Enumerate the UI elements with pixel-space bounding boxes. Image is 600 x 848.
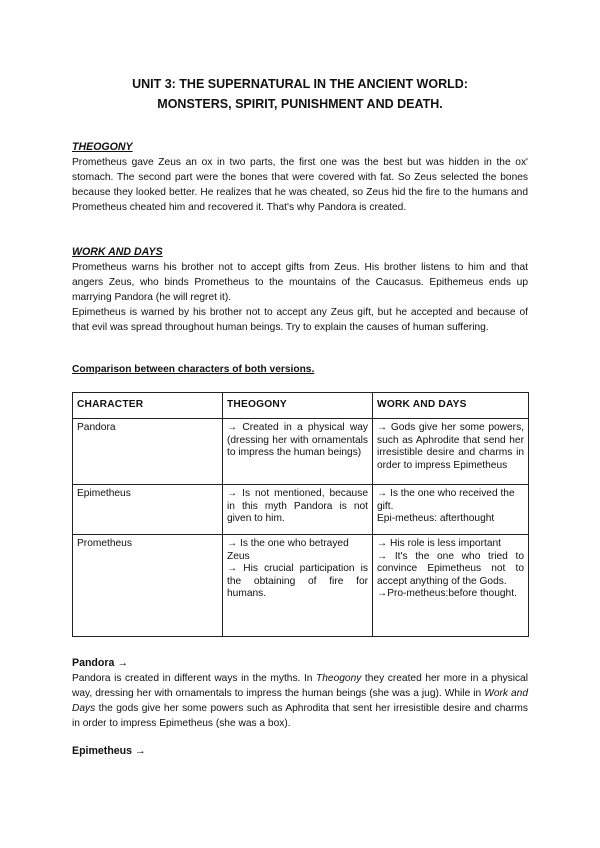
theogony-section [72,140,528,215]
cell-line: → His crucial participation is the obtaining of fire for humans. [227,563,368,600]
cell-line: → Created in a physical way (dressing her with ornamentals to impress the human beings) [227,422,368,459]
cell-line: → His role is less important [377,538,501,549]
cell-line: → Is not mentioned, because in this myth Pandora is not given to him. [227,488,368,525]
theogony-text: Prometheus gave Zeus an ox in two parts, the first one was the best but was hidden in the ox' stomach. The second part were the bones that were covered with fat. So Zeus selected the bones because they looked better. He realizes that he was cheated, so Zeus hid the fire to the humans and Prometheus cheated him and recovered it. That's why Pandora is created. [72,157,528,213]
pandora-heading: Pandora → [72,657,128,669]
work-and-days-section [72,245,528,335]
cell-line: → Is the one who betrayed Zeus [227,538,349,562]
work-and-days-title-italic: Work and Days [72,688,528,714]
work-and-days-text-2: Epimetheus is warned by his brother not to accept any Zeus gift, but he accepted and because of that evil was spread throughout human beings. Try to explain the causes of human suffering. [72,307,528,333]
epimetheus-section [72,744,528,759]
comparison-heading-block [72,362,528,377]
pandora-text [72,671,528,731]
pandora-text-part-1: Pandora is created in different ways in the myths. In [72,673,317,684]
theogony-title-italic: Theogony [316,673,362,684]
cell-line: Epi-metheus: afterthought [377,513,495,525]
table-row [73,535,529,637]
cell-character: Epimetheus [73,485,223,535]
pandora-text-part-3: the gods give her some powers such as Aphrodita that sent her irresistible desire and charms in order to impress Epimetheus (she was a box). [72,703,528,729]
theogony-heading: THEOGONY [72,141,133,153]
comparison-heading: Comparison between characters of both versions. [72,364,315,375]
work-and-days-text-1: Prometheus warns his brother not to accept gifts from Zeus. His brother listens to him and that angers Zeus, who binds Prometheus to the mountains of the Caucasus. Epithemeus ends up marrying Pandora (he will regret it). [72,262,528,303]
table-header-row [73,393,529,419]
cell-line: → Gods give her some powers, such as Aphrodite that send her irresistible desire and charms in order to impress Epimetheus [377,422,524,471]
title-line-1: UNIT 3: THE SUPERNATURAL IN THE ANCIENT WORLD: [132,77,468,91]
header-character: CHARACTER [73,393,223,419]
table-row [73,485,529,535]
cell-theogony [223,485,373,535]
header-theogony: THEOGONY [223,393,373,419]
cell-character: Pandora [73,419,223,485]
cell-character: Prometheus [73,535,223,637]
pandora-text-part-2: they created her more in a physical way, dressing her with ornamentals to impress the human beings (she was a jug). While in [72,673,528,699]
cell-theogony [223,535,373,637]
page-title [72,74,528,114]
header-work-and-days: WORK AND DAYS [373,393,529,419]
cell-line: → It's the one who tried to convince Epimetheus not to accept anything of the Gods. [377,550,524,587]
cell-work-and-days [373,419,529,485]
epimetheus-heading: Epimetheus → [72,745,146,757]
cell-line: → Is the one who received the gift. [377,488,515,512]
work-and-days-heading: WORK AND DAYS [72,246,163,258]
cell-theogony [223,419,373,485]
comparison-table [72,392,529,637]
pandora-section [72,656,528,731]
cell-work-and-days [373,485,529,535]
cell-work-and-days [373,535,529,637]
cell-line: →Pro-metheus:before thought. [377,588,517,600]
table-row [73,419,529,485]
title-line-2: MONSTERS, SPIRIT, PUNISHMENT AND DEATH. [157,97,443,111]
